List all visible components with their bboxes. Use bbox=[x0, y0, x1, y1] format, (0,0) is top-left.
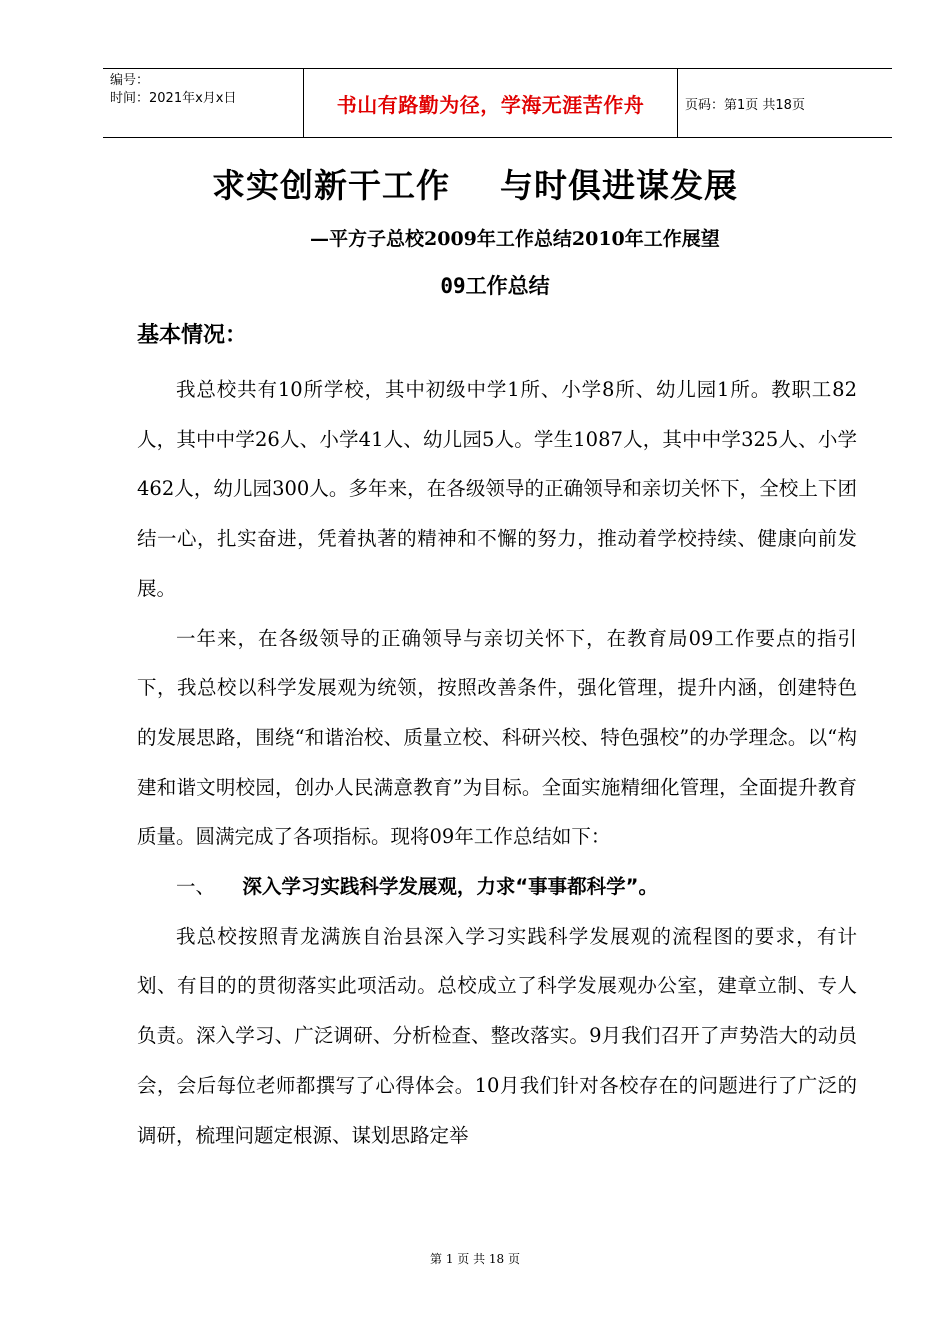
paragraph-1: 我总校共有10所学校，其中初级中学1所、小学8所、幼儿园1所。教职工82人，其中中学26人、小学41人、幼儿园5人。学生1087人，其中中学325人、小学462人，幼儿园300人。多年来，在各级领导的正确领导和亲切关怀下，全校上下团结一心，扎实奋进，凭着执著的精神和不懈的努力，推动着学校持续、健康向前发展。 bbox=[137, 378, 857, 600]
motto: 书山有路勤为径，学海无涯苦作舟 bbox=[304, 69, 678, 137]
document-body bbox=[137, 365, 857, 1160]
header-table bbox=[103, 68, 892, 138]
page-info: 页码：第1页 共18页 bbox=[685, 97, 805, 113]
document-subtitle: —平方子总校2009年工作总结2010年工作展望 bbox=[310, 228, 720, 250]
page-footer: 第 1 页 共 18 页 bbox=[430, 1252, 520, 1266]
item-text: 深入学习实践科学发展观，力求“事事都科学”。 bbox=[242, 875, 658, 899]
paragraph-3: 我总校按照青龙满族自治县深入学习实践科学发展观的流程图的要求，有计划、有目的的贯彻落实此项活动。总校成立了科学发展观办公室，建章立制、专人负责。深入学习、广泛调研、分析检查、整改落实。9月我们召开了声势浩大的动员会，会后每位老师都撰写了心得体会。10月我们针对各校存在的问题进行了广泛的调研，梳理问题定根源、谋划思路定举 bbox=[137, 924, 857, 1147]
section-title: 09工作总结 bbox=[440, 274, 550, 298]
date-line: 时间：2021年x月x日 bbox=[110, 91, 237, 106]
number-label: 编号： bbox=[110, 73, 150, 88]
header-info-cell bbox=[103, 69, 304, 137]
basic-heading: 基本情况： bbox=[137, 323, 248, 348]
paragraph-2: 一年来，在各级领导的正确领导与亲切关怀下，在教育局09工作要点的指引下，我总校以科学发展观为统领，按照改善条件，强化管理，提升内涵，创建特色的发展思路，围绕“和谐治校、质量立校、科研兴校、特色强校”的办学理念。以“构建和谐文明校园，创办人民满意教育”为目标。全面实施精细化管理，全面提升教育质量。圆满完成了各项指标。现将09年工作总结如下： bbox=[137, 626, 857, 849]
document-title: 求实创新干工作 与时俱进谋发展 bbox=[212, 166, 738, 205]
item-heading-1 bbox=[137, 862, 857, 912]
item-number: 一、 bbox=[176, 875, 216, 899]
